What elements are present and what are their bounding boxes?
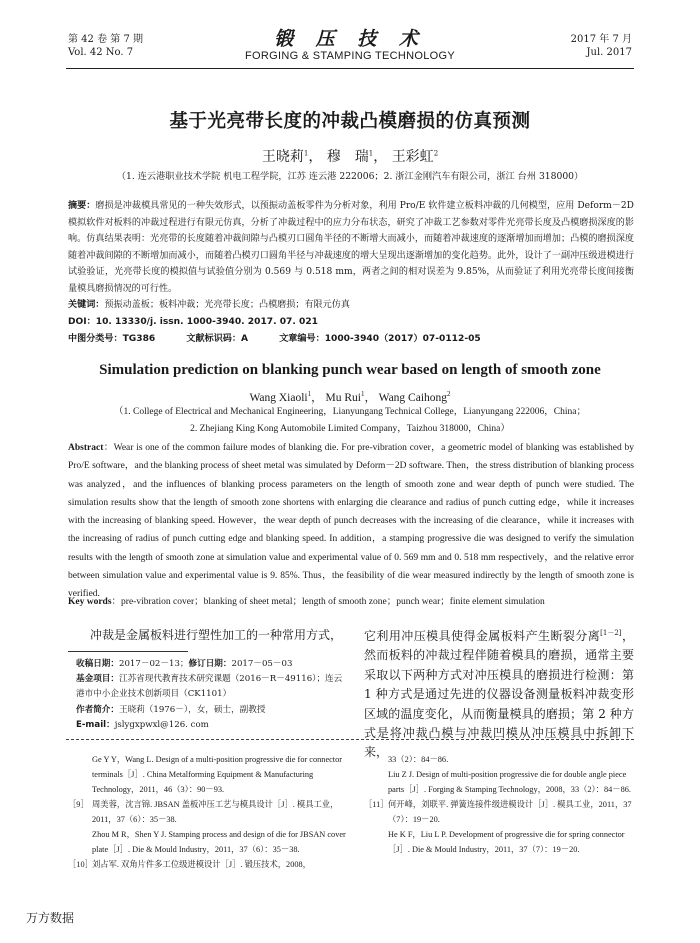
author-list-cn: 王晓莉$^1$， 穆 瑞$^1$， 王彩虹$^2$ <box>261 149 439 165</box>
funding-footnote <box>76 657 348 733</box>
reference-list-right <box>364 752 636 857</box>
author-cn: 王彩虹 <box>391 149 434 165</box>
reference-item: ［10］ 刘占军. 双角片件多工位级进模设计［J］. 锻压技术，2008， <box>68 860 311 869</box>
journal-logo-cn: 锻 压 技 术 <box>274 28 426 50</box>
keywords-en-text: ：pre-vibration cover；blanking of sheet metal；length of smooth zone；punch wear；finite element simulation <box>111 597 545 607</box>
abstract-en <box>68 439 634 604</box>
author-bio: 作者简介：王晓莉（1976－），女，硕士，副教授 <box>76 704 266 715</box>
author-affil-sup: 1 <box>368 149 374 158</box>
keywords-en-label: Key words <box>68 597 112 607</box>
reference-item: Liu Z J. Design of multi-position progressive die for double angle piece parts［J］. Forging & Stamping Technology，2008，33（2）：84－86. <box>388 770 631 794</box>
author-list-en: Wang Xiaoli$^1$， Mu Rui$^1$， Wang Caihong$^2$ <box>249 390 451 404</box>
page-cut-line <box>66 739 634 740</box>
keywords-en <box>68 593 634 607</box>
reference-item: 33（2）：84－86. <box>388 755 449 764</box>
author-affil-sup: 1 <box>303 149 309 158</box>
paper-title-cn: 基于光亮带长度的冲裁凸模磨损的仿真预测 <box>169 111 531 132</box>
keywords-cn <box>68 298 634 312</box>
author-cn: 王晓莉 <box>261 149 304 165</box>
issue-date-cn: 2017 年 7 月 <box>570 34 632 45</box>
author-affil-sup: 2 <box>433 149 439 158</box>
affiliation-en-line: （1. College of Electrical and Mechanical Engineering，Lianyungang Technical College，Lianyungang 222006，China； <box>114 407 586 417</box>
volume-en: Vol. 42 No. 7 <box>68 47 134 58</box>
abstract-en-text: ：Wear is one of the common failure modes of blanking die. For pre-vibration cover，a geometric model of blanking was established by Pro/E software，and the blanking process of sheet metal was simulated by Deform－2D software. Then，the stress distribution of blanking process was analyzed，and the influences of blanking process parameters on the length of smooth zone and wear depth of punch were studied. The simulation results show that the length of smooth zone shortens with enlarging die clearance and radius of punch cutting edge，while it increases with the increasing of blanking speed. However，the wear depth of punch decreases with the increasing of die clearance，while it increases with the increasing of radius of punch cutting edge and blanking speed. In addition，a stamping progressive die was designed to verify the simulation results with the length of smooth zone at simulation value and experimental value of 0. 569 mm and 0. 518 mm respectively，and the relative error between simulation value and experimental value is 9. 85%. Thus，the feasibility of die wear measured indirectly by the length of smooth zone is verified. <box>68 443 634 600</box>
affiliation-cn: （1. 连云港职业技术学院 机电工程学院，江苏 连云港 222006；2. 浙江金刚汽车有限公司，浙江 台州 318000） <box>116 171 584 182</box>
reference-item: Zhou M R，Shen Y J. Stamping process and design of die for JBSAN cover plate［J］. Die & Mould Industry，2011，37（6）：35－38. <box>92 830 346 854</box>
author-en: Mu Rui <box>325 392 361 404</box>
volume-cn: 第 42 卷 第 7 期 <box>68 34 143 45</box>
author-en: Wang Xiaoli <box>249 392 308 404</box>
author-cn: 穆 瑞 <box>326 149 369 165</box>
article-number: 文章编号：1000-3940（2017）07-0112-05 <box>279 334 481 344</box>
body-text-left: 冲裁是金属板料进行塑性加工的一种常用方式， <box>90 628 343 642</box>
clc-number: 中图分类号：TG386 <box>68 334 156 344</box>
author-email: E-mail：jslygxpwxl@126. com <box>76 719 209 730</box>
affiliation-en-line: 2. Zhejiang King Kong Automobile Limited Company，Taizhou 318000，China） <box>190 424 510 434</box>
reference-list-left <box>68 752 348 872</box>
keywords-cn-label: 关键词： <box>68 300 105 310</box>
affiliation-en <box>68 404 632 438</box>
fund-project: 基金项目：江苏省现代教育技术研究课题（2016－R－49116）；连云港市中小企业技术创新项目（CK1101） <box>76 674 343 700</box>
body-text-right: 它利用冲压模具使得金属板料产生断裂分离[1－2]，然而板料的冲裁过程伴随着模具的磨损，通常主要采取以下两种方式对冲压模具的磨损进行检测：第 1 种方式是通过先进的仪器设备测量板料冲裁变形区域的温度变化，从而衡量模具的磨损；第 2 种方式是将冲裁凸模与冲裁凹模从冲压模具中拆卸下来， <box>364 629 634 760</box>
header-divider <box>66 68 634 69</box>
reference-item: He K F，Liu L P. Development of progressive die for spring connector［J］. Die & Mould Industry，2011，37（7）：19－20. <box>388 830 625 854</box>
received-dates: 收稿日期：2017－02－13；修订日期：2017－05－03 <box>76 659 293 669</box>
author-en: Wang Caihong <box>378 392 448 404</box>
classification-line <box>68 331 509 344</box>
reference-item: Ge Y Y，Wang L. Design of a multi-position progressive die for connector terminals［J］. China Metalforming Equipment & Manufacturing Technology，2011，46（3）：90－93. <box>92 755 343 794</box>
doi-label: DOI： <box>68 317 96 327</box>
abstract-cn-label: 摘要： <box>68 201 96 211</box>
footnote-divider <box>68 651 188 652</box>
issue-date-en: Jul. 2017 <box>586 47 632 58</box>
doi-value: 10. 13330/j. issn. 1000-3940. 2017. 07. 021 <box>95 317 318 327</box>
keywords-cn-text: 预振动盖板；板料冲裁；光亮带长度；凸模磨损；有限元仿真 <box>104 300 350 310</box>
reference-item: ［11］ 何开峰，刘联平. 弹簧连接件级进模设计［J］. 模具工业，2011，37（7）：19－20. <box>364 800 632 824</box>
doi-line <box>68 314 318 327</box>
abstract-cn <box>68 198 634 298</box>
paper-title-en: Simulation prediction on blanking punch wear based on length of smooth zone <box>99 362 601 378</box>
document-code: 文献标识码：A <box>186 334 249 344</box>
running-header-right <box>571 33 632 59</box>
author-affil-sup: 2 <box>447 390 451 399</box>
author-affil-sup: 1 <box>307 390 312 399</box>
author-affil-sup: 1 <box>360 390 365 399</box>
abstract-en-label: Abstract <box>68 443 104 453</box>
journal-name-en: FORGING & STAMPING TECHNOLOGY <box>245 50 455 62</box>
abstract-cn-text: 磨损是冲裁模具常见的一种失效形式，以预振动盖板零件为分析对象，利用 Pro/E 软件建立板料冲裁的几何模型，应用 Deform－2D 模拟软件对板料的冲裁过程进行有限元仿真，分析了冲裁过程中的应力分布状态，研究了冲裁工艺参数对零件光亮带长度及凸模磨损深度的影响。仿真结果表明：光亮带的长度随着冲裁间隙与凸模刃口圆角半径的不断增大而减小，而随着冲裁速度的逐渐增加而增加；凸模的磨损深度随着冲裁间隙的不断增加而减小，而随着凸模刃口圆角半径与冲裁速度的增大呈现出逐渐增加的变化趋势。此外，设计了一副冲压级进模进行试验验证，光亮带长度的模拟值与试验值分别为 0.569 与 0.518 mm，两者之间的相对误差为 9.85%，从而验证了利用光亮带长度间接衡量模具磨损情况的可行性。 <box>68 201 634 294</box>
source-watermark: 万方数据 <box>26 911 75 925</box>
citation: [1－2] <box>600 629 622 637</box>
reference-item: ［9］ 周美蓉，沈言锦. JBSAN 盖板冲压工艺与模具设计［J］. 模具工业，2011，37（6）：35－38. <box>68 800 339 824</box>
